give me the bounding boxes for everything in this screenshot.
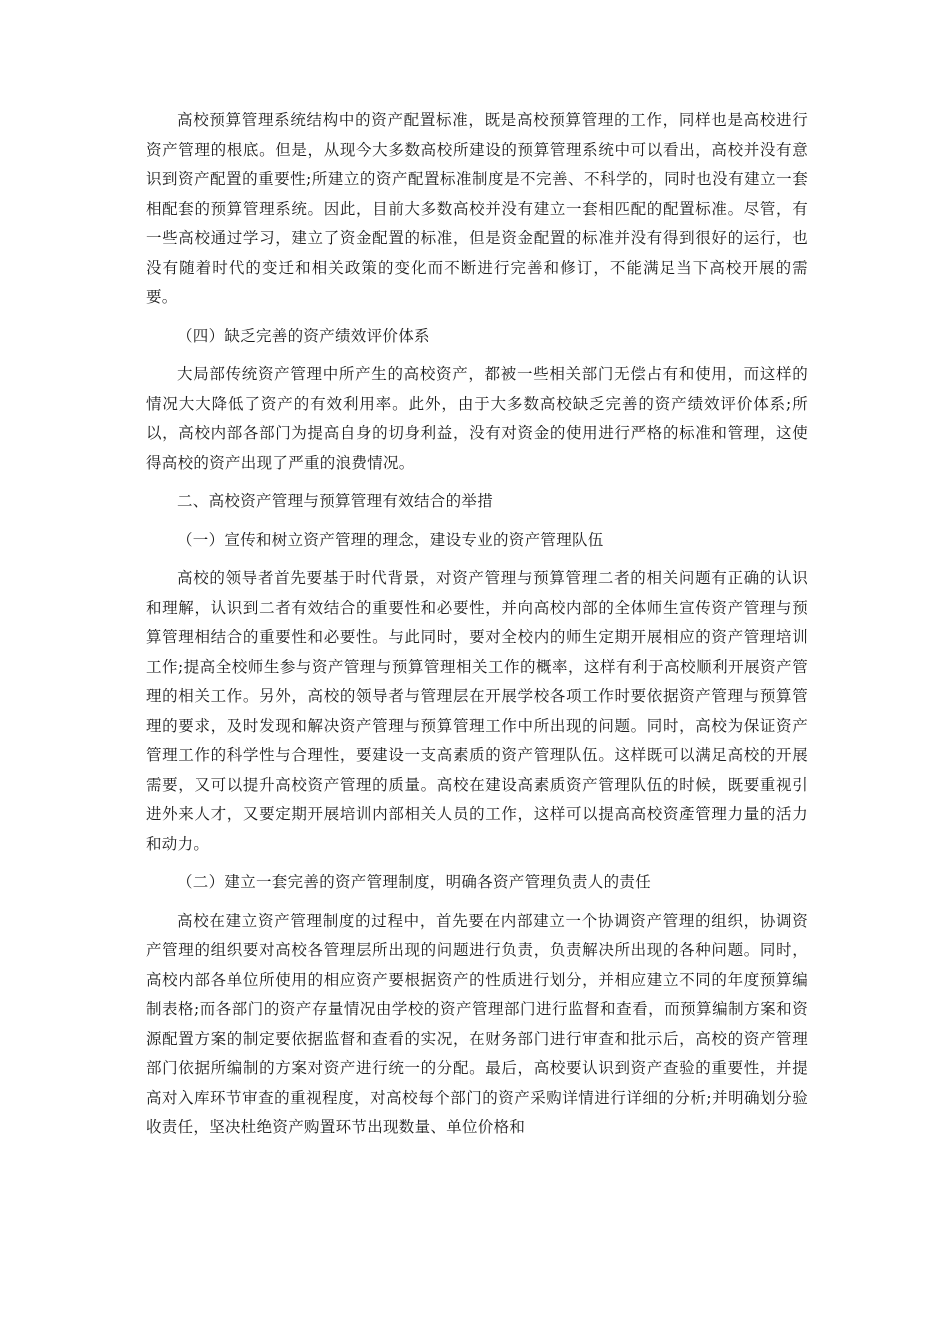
paragraph-management-system: 高校在建立资产管理制度的过程中，首先要在内部建立一个协调资产管理的组织，协调资产管理的组织要对高校各管理层所出现的问题进行负责，负责解决所出现的各种问题。同时，高校内部各单位所使用的相应资产要根据资产的性质进行划分，并相应建立不同的年度预算编制表格;而各部门的资产存量情况由学校的资产管理部门进行监督和查看，而预算编制方案和资源配置方案的制定要依据监督和查看的实况，在财务部门进行审查和批示后，高校的资产管理部门依据所编制的方案对资产进行统一的分配。最后，高校要认识到资产查验的重要性，并提高对入库环节审查的重视程度，对高校每个部门的资产采购详情进行详细的分析;并明确划分验收责任，坚决杜绝资产购置环节出现数量、单位价格和 [146, 911, 808, 1136]
document-page [146, 106, 808, 1143]
chapter-heading-2: 二、高校资产管理与预算管理有效结合的举措 [177, 492, 494, 510]
section-heading-4: （四）缺乏完善的资产绩效评价体系 [177, 326, 430, 345]
paragraph-performance-evaluation: 大局部传统资产管理中所产生的高校资产，都被一些相关部门无偿占有和使用，而这样的情况大大降低了资产的有效利用率。此外，由于大多数高校缺乏完善的资产绩效评价体系;所以，高校内部各部门为提高自身的切身利益，没有对资金的使用进行严格的标准和管理，这使得高校的资产出现了严重的浪费情况。 [146, 365, 808, 472]
paragraph-asset-allocation-standard: 高校预算管理系统结构中的资产配置标准，既是高校预算管理的工作，同样也是高校进行资产管理的根底。但是，从现今大多数高校所建设的预算管理系统中可以看出，高校并没有意识到资产配置的重要性;所建立的资产配置标准制度是不完善、不科学的，同时也没有建立一套相配套的预算管理系统。因此，目前大多数高校并没有建立一套相匹配的配置标准。尽管，有一些高校通过学习，建立了资金配置的标准，但是资金配置的标准并没有得到很好的运行，也没有随着时代的变迁和相关政策的变化而不断进行完善和修订，不能满足当下高校开展的需要。 [146, 111, 808, 306]
section-heading-2: （二）建立一套完善的资产管理制度，明确各资产管理负责人的责任 [177, 873, 652, 891]
paragraph-management-team: 高校的领导者首先要基于时代背景，对资产管理与预算管理二者的相关问题有正确的认识和理解，认识到二者有效结合的重要性和必要性，并向高校内部的全体师生宣传资产管理与预算管理相结合的重要性和必要性。与此同时，要对全校内的师生定期开展相应的资产管理培训工作;提高全校师生参与资产管理与预算管理相关工作的概率，这样有利于高校顺利开展资产管理的相关工作。另外，高校的领导者与管理层在开展学校各项工作时要依据资产管理与预算管理的要求，及时发现和解决资产管理与预算管理工作中所出现的问题。同时，高校为保证资产管理工作的科学性与合理性，要建设一支高素质的资产管理队伍。这样既可以满足高校的开展需要，又可以提升高校资产管理的质量。高校在建设高素质资产管理队伍的时候，既要重视引进外来人才，又要定期开展培训内部相关人员的工作，这样可以提高高校资產管理力量的活力和动力。 [146, 569, 808, 853]
section-heading-1: （一）宣传和树立资产管理的理念，建设专业的资产管理队伍 [177, 530, 604, 549]
